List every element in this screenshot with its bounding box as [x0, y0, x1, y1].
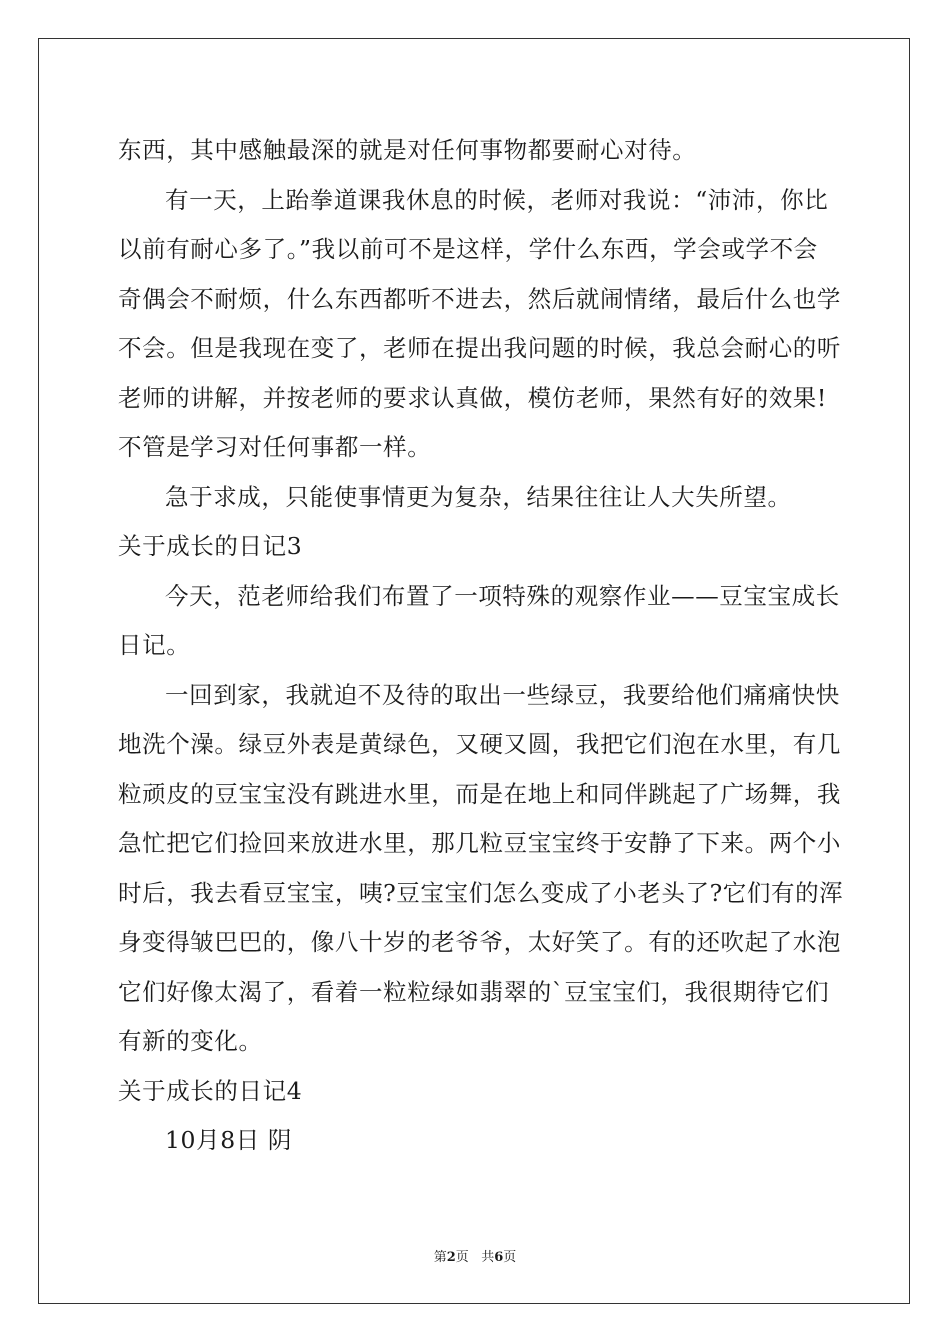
page-footer [0, 1246, 950, 1265]
total-pages: 6 [494, 1250, 504, 1265]
text-line: 身变得皱巴巴的，像八十岁的老爷爷，太好笑了。有的还吹起了水泡 [118, 928, 841, 956]
page-suffix: 页 [455, 1250, 469, 1265]
text-line: 粒顽皮的豆宝宝没有跳进水里，而是在地上和同伴跳起了广场舞，我 [118, 779, 841, 808]
text-line: 有一天，上跆拳道课我休息的时候，老师对我说：“沛沛，你比 [165, 185, 829, 214]
total-prefix: 共 [481, 1250, 495, 1265]
page-prefix: 第 [433, 1250, 447, 1265]
text-line: 它们好像太渴了，看着一粒粒绿如翡翠的`豆宝宝们，我很期待它们 [118, 977, 830, 1006]
total-suffix: 页 [503, 1250, 517, 1265]
text-line: 地洗个澡。绿豆外表是黄绿色，又硬又圆，我把它们泡在水里，有几 [118, 730, 841, 758]
text-line: 今天，范老师给我们布置了一项特殊的观察作业——豆宝宝成长 [165, 581, 840, 610]
text-line: 有新的变化。 [118, 1027, 263, 1055]
text-line: 不会。但是我现在变了，老师在提出我问题的时候，我总会耐心的听 [118, 334, 841, 362]
section-heading: 关于成长的日记3 [118, 532, 303, 560]
text-line: 急忙把它们捡回来放进水里，那几粒豆宝宝终于安静了下来。两个小 [118, 829, 841, 857]
text-line: 奇偶会不耐烦，什么东西都听不进去，然后就闹情绪，最后什么也学 [118, 284, 841, 313]
text-line: 时后，我去看豆宝宝，咦?豆宝宝们怎么变成了小老头了?它们有的浑 [118, 878, 844, 907]
text-line: 不管是学习对任何事都一样。 [118, 433, 432, 461]
text-line: 老师的讲解，并按老师的要求认真做，模仿老师，果然有好的效果! [118, 383, 827, 412]
text-line: 东西，其中感触最深的就是对任何事物都要耐心对待。 [118, 136, 697, 164]
section-heading: 关于成长的日记4 [118, 1076, 303, 1105]
page-number: 2 [446, 1250, 456, 1265]
date-line: 10月8日 阴 [165, 1126, 293, 1154]
text-line: 急于求成，只能使事情更为复杂，结果往往让人大失所望。 [165, 482, 792, 511]
text-line: 以前有耐心多了。”我以前可不是这样，学什么东西，学会或学不会 [118, 235, 818, 263]
text-line: 一回到家，我就迫不及待的取出一些绿豆，我要给他们痛痛快快 [165, 680, 840, 709]
text-line: 日记。 [118, 631, 191, 659]
document-body [118, 126, 844, 1166]
